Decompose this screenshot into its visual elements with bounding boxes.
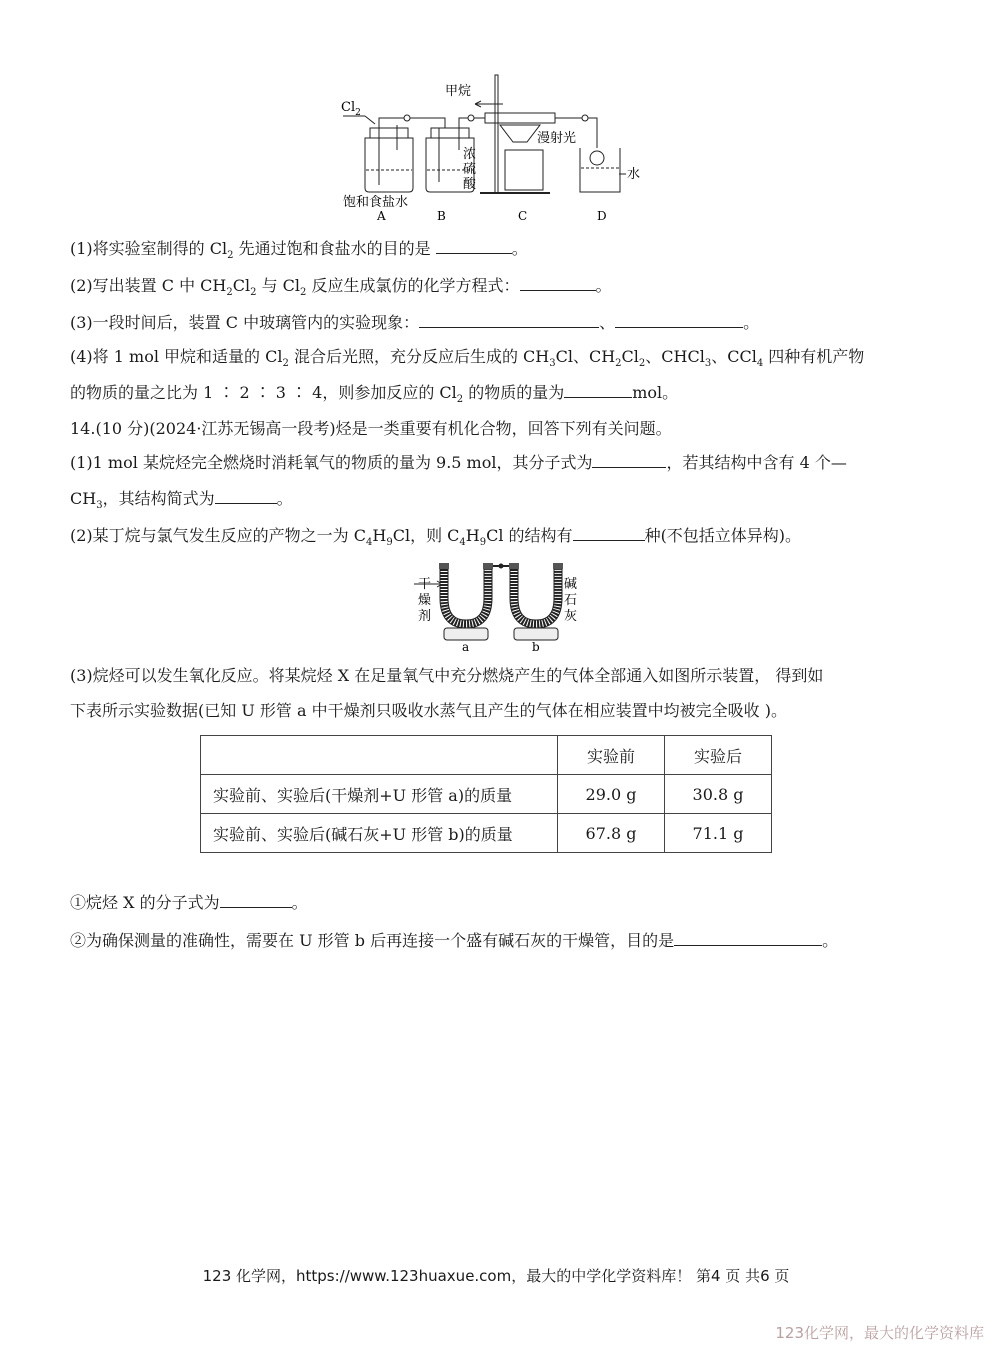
u-tube-b [509,563,563,640]
answer-blank[interactable] [520,276,596,291]
table-cell: 29.0 g [558,775,665,814]
table-cell: 30.8 g [665,775,772,814]
bottle-a [365,125,413,192]
q14-part3-line1: (3)烷烃可以发生氧化反应。将某烷烃 X 在足量氧气中充分燃烧产生的气体全部通入如图所示装置， 得到如 [70,666,824,685]
tube-b-label: b [532,640,540,653]
table-cell: 实验前、实验后(干燥剂+U 形管 a)的质量 [201,775,558,814]
beaker-d [580,148,620,192]
apparatus-diagram-u-tubes [410,558,585,653]
q14-part3-line2: 下表所示实验数据(已知 U 形管 a 中干燥剂只吸收水蒸气且产生的气体在相应装置中均被完全吸收 )。 [70,701,787,720]
water-label: 水 [627,167,641,182]
table-row [201,814,772,853]
answer-blank[interactable] [573,526,645,541]
q14-part1-line1: (1)1 mol 某烷烃完全燃烧时消耗氧气的物质的量为 9.5 mol，其分子式为 ，若其结构中含有 4 个— [70,453,847,472]
table-header-cell [201,736,558,775]
answer-blank[interactable] [220,893,292,908]
acid-label-3: 酸 [463,177,477,192]
table-cell: 实验前、实验后(碱石灰+U 形管 b)的质量 [201,814,558,853]
answer-blank[interactable] [564,383,632,398]
q14-part1-line2: $CH_3$，其结构简式为 。 [70,489,293,512]
brine-label: 饱和食盐水 [343,195,409,210]
q14-part2: (2)某丁烷与氯气发生反应的产物之一为 $C_4H_9Cl$，则 $C_4H_9Cl$ 的结构有 种(不包括立体异构)。 [70,526,802,549]
site-watermark: 123化学网，最大的化学资料库 [775,1324,984,1342]
label-a: A [377,209,386,223]
experiment-data-table [200,735,772,853]
answer-blank[interactable] [436,239,512,254]
q14-header: 14.(10 分)(2024·江苏无锡高一段考)烃是一类重要有机化合物，回答下列有关问题。 [70,419,672,438]
answer-blank[interactable] [674,931,822,946]
apparatus-diagram-chlorination [335,70,655,225]
q13-part3: (3)一段时间后，装置 C 中玻璃管内的实验现象： 、 。 [70,313,760,332]
answer-blank[interactable] [592,453,666,468]
label-b: B [437,209,446,223]
answer-blank[interactable] [215,489,277,504]
desiccant-label-3: 剂 [418,609,432,624]
acid-label-1: 浓 [463,147,477,162]
table-header-cell: 实验前 [558,736,665,775]
page-footer: 123 化学网，https://www.123huaxue.com，最大的中学化学资料库！ 第4 页 共6 页 [202,1267,790,1285]
light-label: 漫射光 [537,131,577,146]
answer-blank[interactable] [615,313,743,328]
q13-part2: (2)写出装置 C 中 $CH_2Cl_2$ 与 $Cl_2$ 反应生成氯仿的化学方程式： 。 [70,276,612,299]
label-c: C [518,209,528,223]
cl2-label: $Cl_2$ [341,100,361,118]
q13-part1: (1)将实验室制得的 $Cl_2$ 先通过饱和食盐水的目的是 。 [70,239,528,262]
soda-lime-label-2: 石 [564,593,578,608]
table-cell: 67.8 g [558,814,665,853]
table-header-row [201,736,772,775]
q13-part4-line1: (4)将 1 mol 甲烷和适量的 $Cl_2$ 混合后光照，充分反应后生成的 $CH_3Cl$、$CH_2Cl_2$、CHCl$_3$、CCl$_4$ 四种有机产物 [70,347,865,370]
acid-label-2: 硫 [463,162,477,177]
table-row [201,775,772,814]
table-cell: 71.1 g [665,814,772,853]
u-tube-a [439,563,493,640]
methane-label: 甲烷 [445,84,472,99]
soda-lime-label-3: 灰 [564,609,578,624]
q13-part4-line2: 的物质的量之比为 1 ∶ 2 ∶ 3 ∶ 4，则参加反应的 $Cl_2$ 的物质的量为 mol。 [70,383,679,406]
desiccant-label-1: 干 [418,577,432,592]
q14-sub1: ①烷烃 X 的分子式为 。 [70,893,308,912]
answer-blank[interactable] [419,313,599,328]
table-header-cell: 实验后 [665,736,772,775]
q14-sub2: ②为确保测量的准确性，需要在 U 形管 b 后再连接一个盛有碱石灰的干燥管，目的是 。 [70,931,839,950]
label-d: D [597,209,607,223]
desiccant-label-2: 燥 [418,593,432,608]
tube-a-label: a [462,640,470,653]
soda-lime-label-1: 碱 [564,577,578,592]
